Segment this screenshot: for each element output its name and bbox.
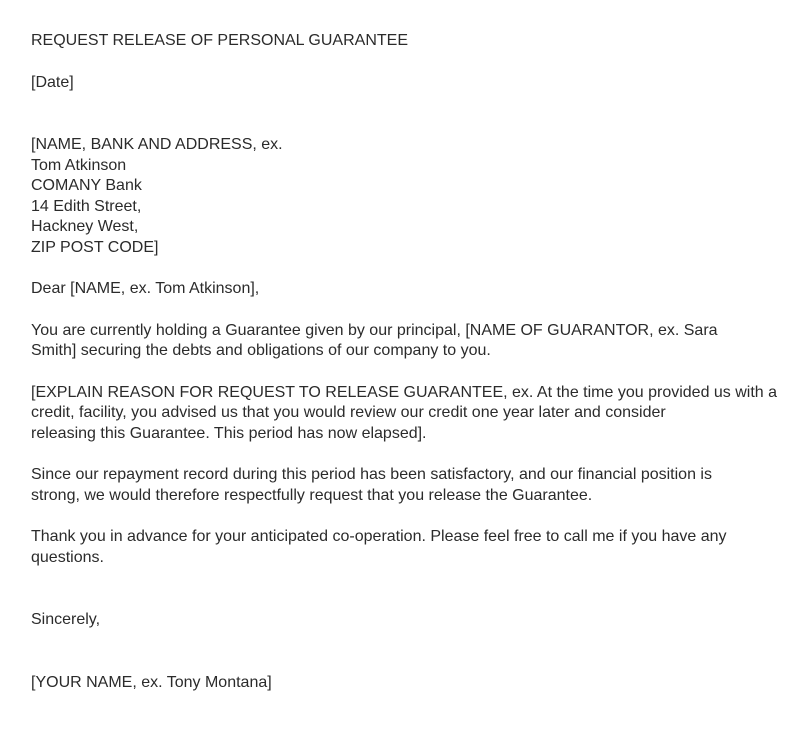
paragraph-line: Thank you in advance for your anticipated co-operation. Please feel free to call me if you have any — [31, 528, 727, 545]
paragraph-line: You are currently holding a Guarantee given by our principal, [NAME OF GUARANTOR, ex. Sara — [31, 321, 718, 339]
address-line: ZIP POST CODE] — [31, 238, 159, 256]
recipient-address — [31, 135, 771, 258]
address-line: Hackney West, — [31, 218, 139, 235]
address-line: Tom Atkinson — [31, 156, 127, 174]
paragraph-line: questions. — [31, 548, 104, 566]
paragraph-thanks — [31, 527, 771, 568]
address-line: COMANY Bank — [31, 177, 142, 194]
address-line: [NAME, BANK AND ADDRESS, ex. — [31, 136, 283, 153]
paragraph-line: Smith] securing the debts and obligations of our company to you. — [31, 342, 491, 359]
signature-name: [YOUR NAME, ex. Tony Montana] — [31, 673, 272, 691]
paragraph-line: credit, facility, you advised us that you would review our credit one year later and consider — [31, 404, 666, 421]
letter-date: [Date] — [31, 73, 74, 91]
paragraph-request — [31, 465, 771, 506]
paragraph-line: releasing this Guarantee. This period has now elapsed]. — [31, 424, 427, 442]
paragraph-line: strong, we would therefore respectfully request that you release the Guarantee. — [31, 486, 593, 504]
letter-document — [31, 31, 778, 693]
salutation: Dear [NAME, ex. Tom Atkinson], — [31, 280, 260, 297]
closing: Sincerely, — [31, 611, 101, 628]
paragraph-guarantee — [31, 321, 771, 362]
paragraph-line: [EXPLAIN REASON FOR REQUEST TO RELEASE GUARANTEE, ex. At the time you provided us with a — [31, 383, 778, 401]
paragraph-line: Since our repayment record during this period has been satisfactory, and our financial position is — [31, 466, 712, 483]
paragraph-reason — [31, 383, 778, 445]
address-line: 14 Edith Street, — [31, 197, 142, 215]
letter-title: REQUEST RELEASE OF PERSONAL GUARANTEE — [31, 32, 408, 49]
